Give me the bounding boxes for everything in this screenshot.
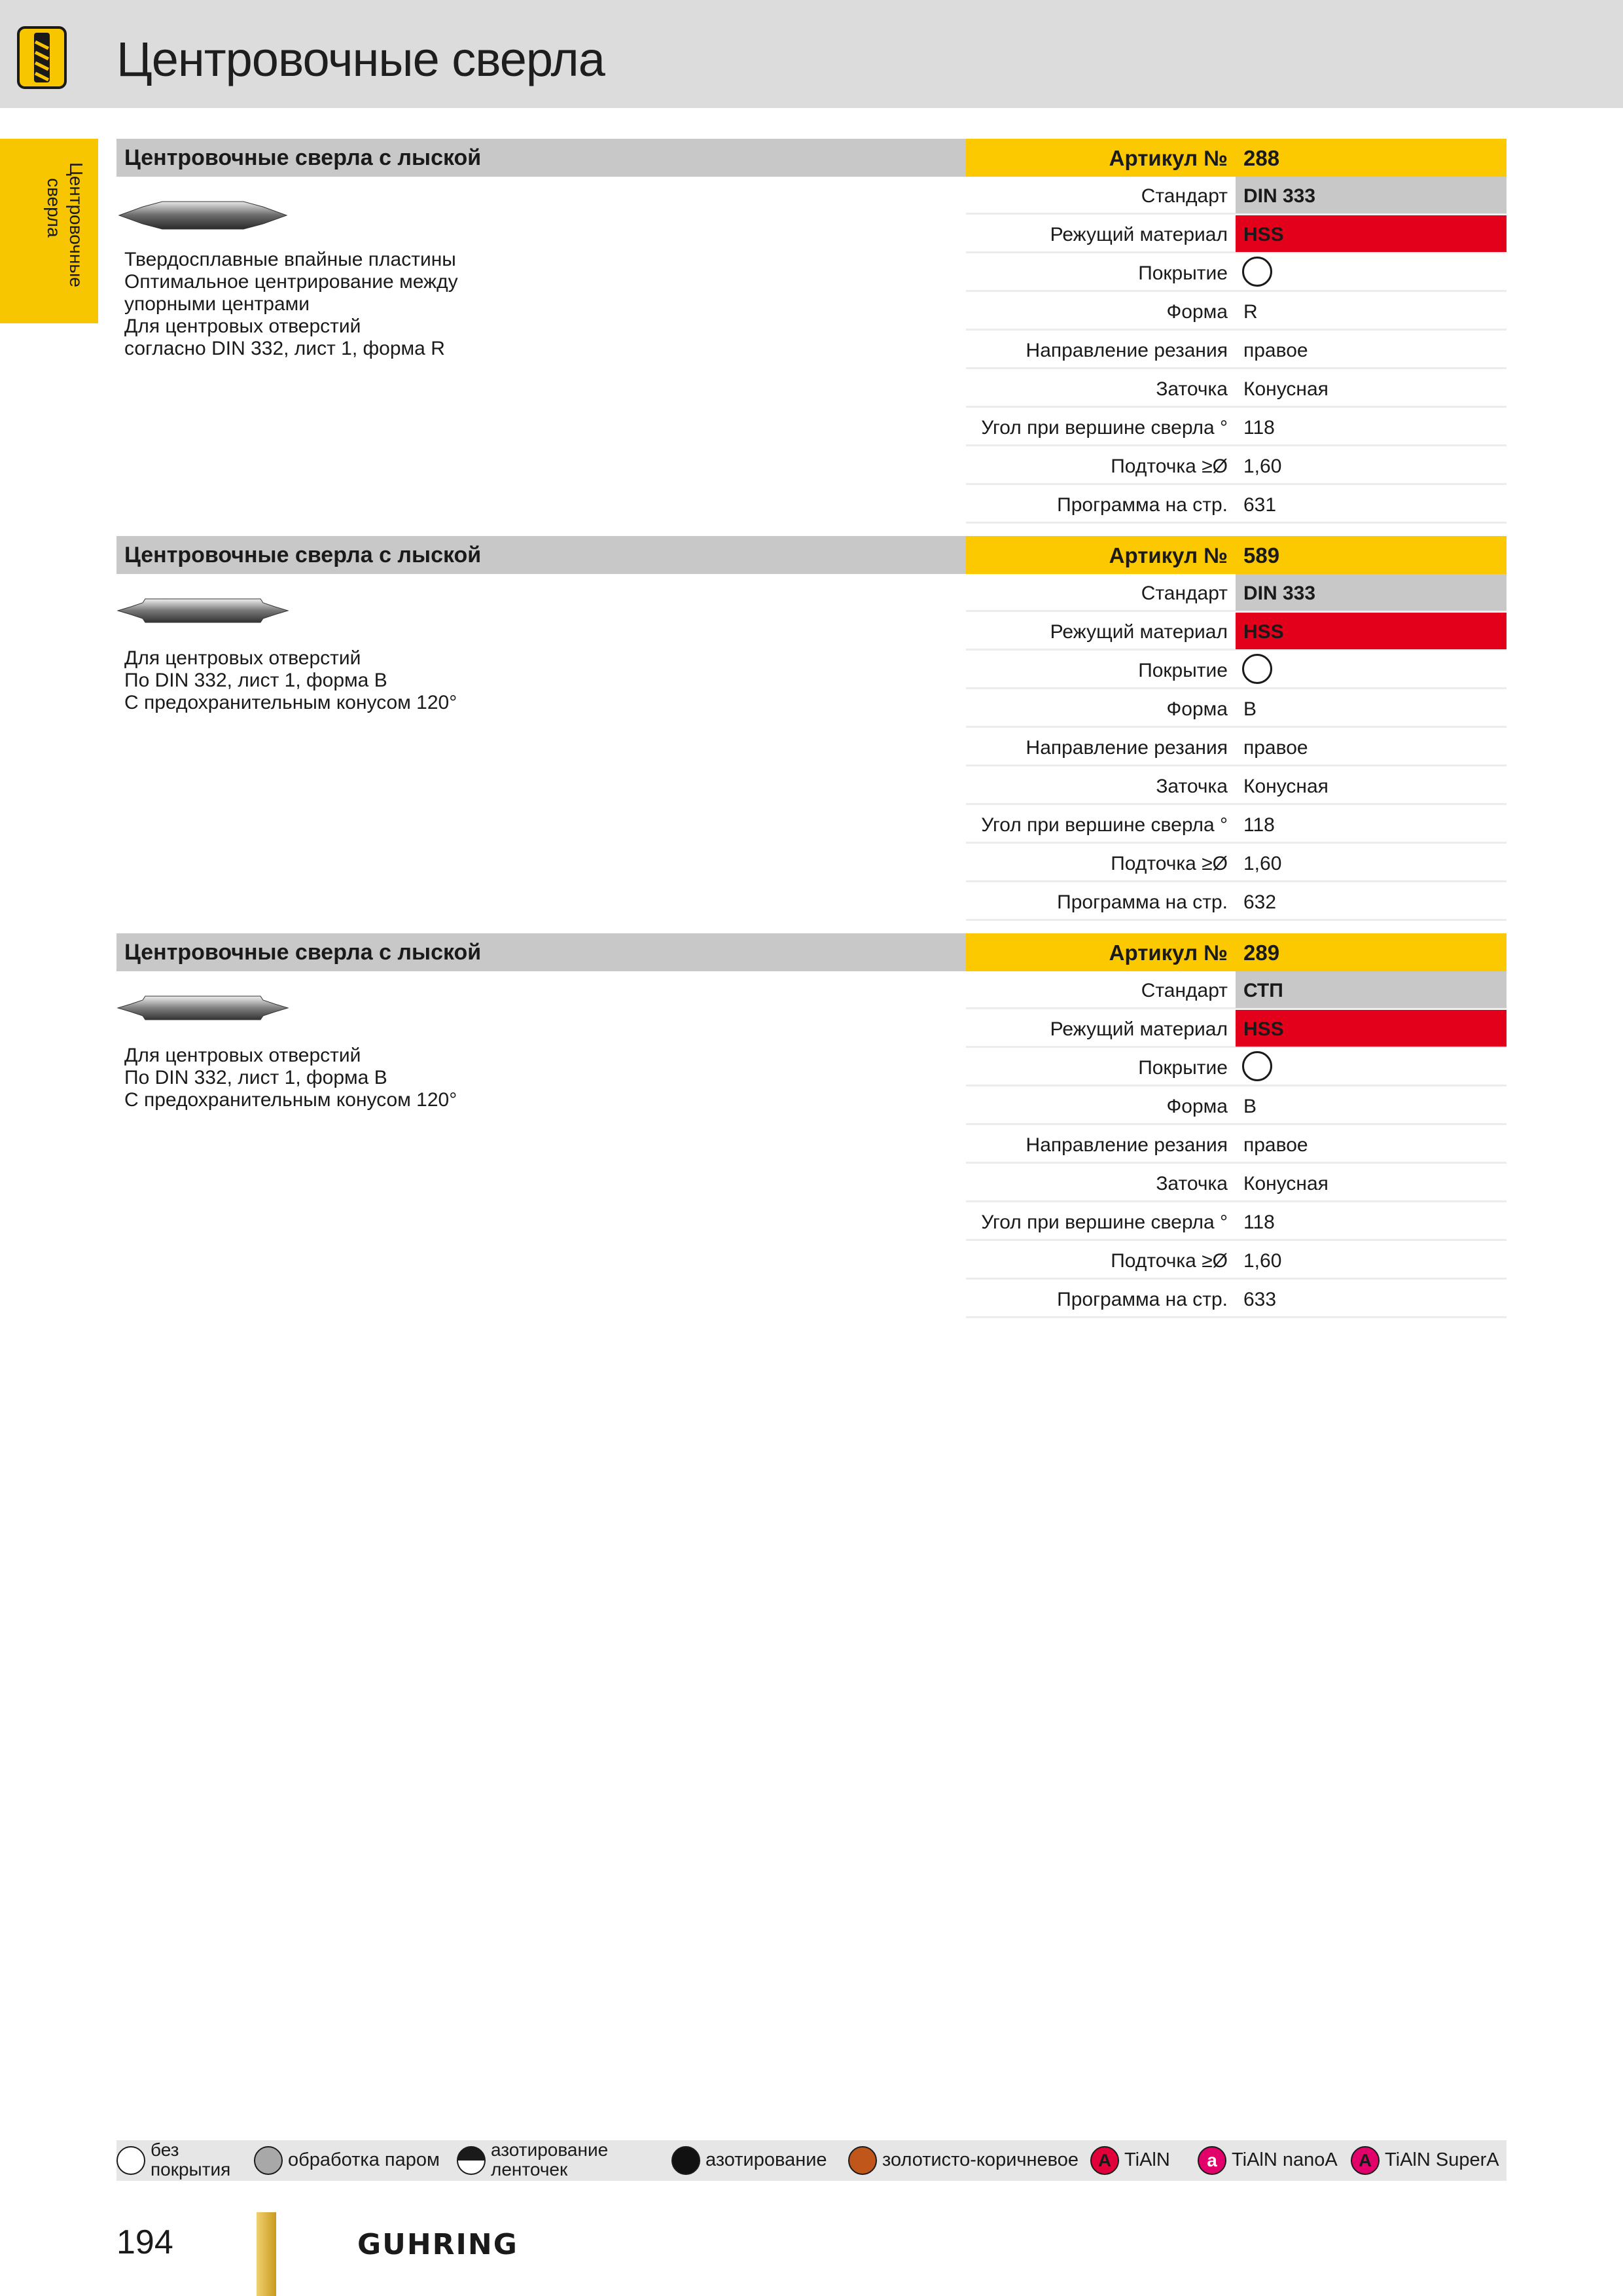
param-row-form: Форма B [966,690,1507,728]
article-row [966,139,1507,177]
section-heading: Центровочные сверла с лыской [124,543,482,567]
param-row-form: Форма R [966,293,1507,331]
article-number: 589 [1243,543,1280,567]
material-value: HSS [1243,224,1284,245]
param-row-point-angle: Угол при вершине сверла ° 118 [966,1203,1507,1241]
tialn-supera-icon: A [1351,2146,1380,2175]
legend-item-tialn-nanoa: a TiAlN nanoA [1198,2140,1368,2181]
product-description: Для центровых отверстий По DIN 332, лист 1, форма В С предохранительным конусом 120° [124,1045,457,1111]
param-row-standard: Стандарт СТП [966,971,1507,1009]
product-section-289 [116,933,1507,1326]
section-tab[interactable] [0,139,98,323]
legend-item-uncoated: без покрытия [116,2140,260,2181]
param-row-program-page[interactable]: Программа на стр. 633 [966,1280,1507,1318]
standard-value: DIN 333 [1243,583,1316,604]
page-number: 194 [116,2223,173,2261]
param-row-form: Форма B [966,1087,1507,1125]
param-row-point-angle: Угол при вершине сверла ° 118 [966,408,1507,446]
material-value: HSS [1243,621,1284,643]
legend-item-tialn-supera: A TiAlN SuperA [1351,2140,1507,2181]
legend-item-tialn: A TiAlN [1090,2140,1188,2181]
material-value: HSS [1243,1018,1284,1040]
uncoated-icon [116,2146,145,2175]
legend-item-gold-brown: золотисто-коричневое [848,2140,1090,2181]
legend-item-land-nitrided: азотирование ленточек [457,2140,653,2181]
article-number: 289 [1243,941,1280,965]
article-row [966,536,1507,574]
product-section-288 [116,139,1507,531]
product-description: Для центровых отверстий По DIN 332, лист 1, форма В С предохранительным конусом 120° [124,647,457,713]
param-row-material: Режущий материал HSS [966,215,1507,253]
page-header [0,0,1623,108]
land-nitrided-icon [457,2146,486,2175]
param-row-standard: Стандарт DIN 333 [966,177,1507,215]
tialn-nanoa-icon: a [1198,2146,1226,2175]
article-number: 288 [1243,146,1280,170]
section-heading-bar [116,536,966,574]
param-row-program-page[interactable]: Программа на стр. 632 [966,883,1507,921]
footer-divider [257,2212,276,2296]
param-row-direction: Направление резания правое [966,331,1507,369]
param-row-coating: Покрытие [966,254,1507,292]
section-heading: Центровочные сверла с лыской [124,145,482,170]
param-row-sharpening: Заточка Конусная [966,1164,1507,1202]
legend-item-nitrided: азотирование [671,2140,842,2181]
param-row-direction: Направление резания правое [966,728,1507,766]
article-row [966,933,1507,971]
param-row-coating: Покрытие [966,651,1507,689]
param-row-material: Режущий материал HSS [966,613,1507,651]
section-heading-bar [116,933,966,971]
gold-brown-icon [848,2146,877,2175]
standard-value: DIN 333 [1243,185,1316,207]
product-section-589 [116,536,1507,929]
param-row-point-angle: Угол при вершине сверла ° 118 [966,806,1507,844]
center-drill-image [116,191,289,240]
param-row-sharpening: Заточка Конусная [966,370,1507,408]
uncoated-icon [1242,257,1272,287]
coating-legend [116,2140,1507,2181]
brand-logo: GUHRING [357,2228,518,2261]
drill-bit-icon [17,26,67,89]
center-drill-image [116,988,289,1028]
nitrided-icon [671,2146,700,2175]
param-row-sharpening: Заточка Конусная [966,767,1507,805]
article-label: Артикул № [1109,543,1228,567]
product-description: Твердосплавные впайные пластины Оптимальное центрирование между упорными центрами Для центровых отверстий согласно DIN 332, лист 1, форма R [124,249,458,359]
section-heading: Центровочные сверла с лыской [124,940,482,965]
param-row-material: Режущий материал HSS [966,1010,1507,1048]
param-row-thinning: Подточка ≥Ø 1,60 [966,1242,1507,1280]
uncoated-icon [1242,654,1272,684]
standard-value: СТП [1243,980,1283,1001]
param-row-thinning: Подточка ≥Ø 1,60 [966,844,1507,882]
tialn-icon: A [1090,2146,1119,2175]
article-label: Артикул № [1109,146,1228,170]
param-row-standard: Стандарт DIN 333 [966,574,1507,612]
param-row-coating: Покрытие [966,1049,1507,1086]
uncoated-icon [1242,1051,1272,1081]
center-drill-image [116,591,289,630]
param-row-program-page[interactable]: Программа на стр. 631 [966,486,1507,524]
param-row-thinning: Подточка ≥Ø 1,60 [966,447,1507,485]
legend-item-steam: обработка паром [254,2140,457,2181]
page-title: Центровочные сверла [116,32,605,86]
section-heading-bar [116,139,966,177]
section-tab-label: Центровочные сверла [44,162,86,287]
steam-treated-icon [254,2146,283,2175]
param-row-direction: Направление резания правое [966,1126,1507,1164]
article-label: Артикул № [1109,941,1228,965]
